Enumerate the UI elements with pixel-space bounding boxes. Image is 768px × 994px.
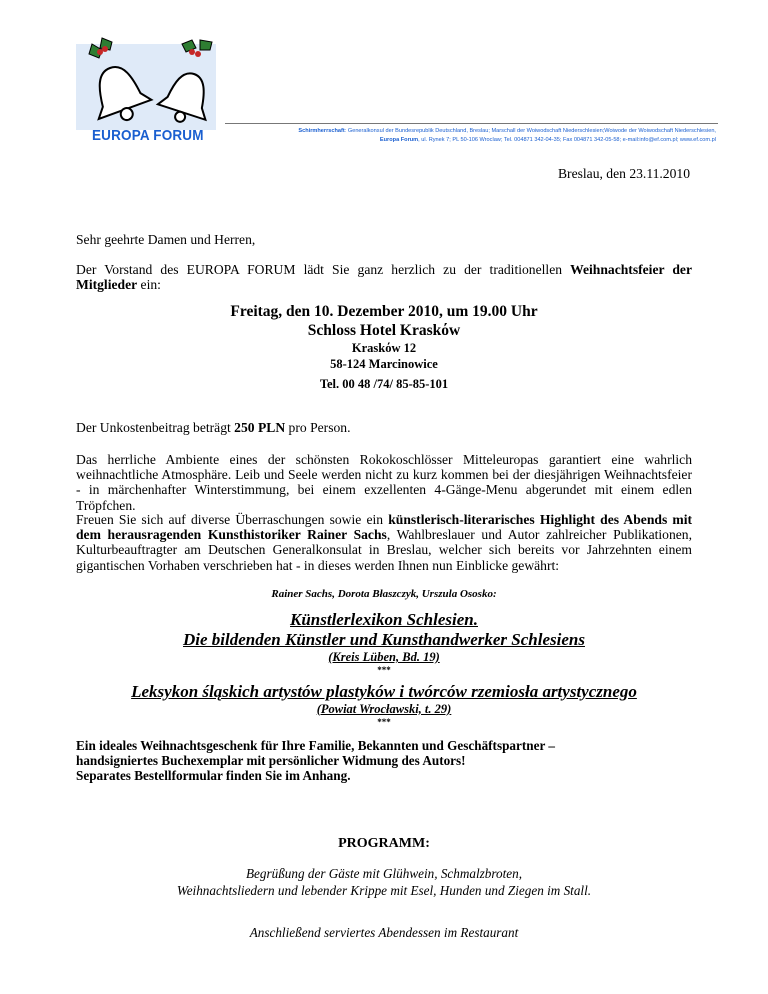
book2-title: Leksykon śląskich artystów plastyków i twórców rzemiosła artystycznego — [131, 682, 637, 701]
address-text: , ul. Rynek 7; PL 50-106 Wroclaw; Tel. 004871 342-04-35; Fax 004871 342-05-58; e-mail:info@ef.com.pl; www.ef.com.pl — [418, 136, 716, 143]
event-block — [76, 302, 692, 392]
bells-logo-icon — [62, 30, 242, 142]
patronage-line — [228, 127, 716, 136]
ambience-paragraph: Das herrliche Ambiente eines der schönsten Rokokoschlösser Mitteleuropas garantiert eine wahrlich weihnachtliche Atmosphäre. Leib und Seele werden nicht zu kurz kommen bei der diesjährigen Weihnachtsfeier - in märchenhafter Winterstimmung, bei einem exzellenten 4-Gänge-Menu abgerundet mit einem edlen Tröpfchen. — [76, 452, 692, 513]
fee-text: Der Unkostenbeitrag beträgt — [76, 420, 235, 435]
program-block — [76, 865, 692, 941]
patronage-block — [228, 127, 716, 144]
gift-line-1: Ein ideales Weihnachtsgeschenk für Ihre Familie, Bekannten und Geschäftspartner – — [76, 738, 555, 753]
program-item-3: Anschließend serviertes Abendessen im Restaurant — [249, 925, 519, 940]
patronage-text: : Generalkonsul der Bundesrepublik Deutschland, Breslau; Marschall der Woiwodschaft Niederschlesien;Woiwode der Woiwodschaft Niederschlesien, — [344, 128, 716, 134]
fee-line — [76, 420, 692, 435]
brand-name: EUROPA FORUM — [92, 127, 204, 144]
intro-bold: Weihnachtsfeier der Mitglieder — [76, 262, 692, 293]
separator-stars: *** — [377, 717, 391, 727]
event-city: 58-124 Marcinowice — [330, 357, 438, 371]
highlight-end: , Wahlbreslauer und Autor zahlreicher Publikationen, Kulturbeauftragter am Deutschen Generalkonsulat in Breslau, welcher sich bereits vor Jahrzehnten einem gigantischen Vorhaben verschrieben hat - in dieses werden Ihnen nun Einblicke gewährt: — [76, 527, 693, 573]
authors-text: Rainer Sachs, Dorota Błaszczyk, Urszula Ososko: — [271, 588, 497, 600]
highlight-text: Freuen Sie sich auf diverse Überraschungen sowie ein — [76, 512, 389, 527]
highlight-paragraph — [76, 512, 692, 573]
address-line — [228, 136, 716, 145]
fee-amount: 250 PLN — [234, 420, 286, 435]
address-org: Europa Forum — [379, 136, 419, 143]
salutation: Sehr geehrte Damen und Herren, — [76, 232, 256, 247]
letter-date: Breslau, den 23.11.2010 — [557, 166, 690, 181]
book1-subtitle: (Kreis Lüben, Bd. 19) — [328, 650, 440, 664]
event-venue: Schloss Hotel Kraskόw — [307, 322, 461, 339]
book1-title-1: Künstlerlexikon Schlesien. — [290, 610, 478, 629]
patronage-label: Schirmherrschaft — [298, 128, 345, 134]
event-street: Kraskόw 12 — [351, 341, 417, 355]
fee-end: pro Person. — [285, 420, 351, 435]
gift-line-2: handsigniertes Buchexemplar mit persönlicher Widmung des Autors! — [76, 753, 466, 769]
gift-block — [76, 738, 692, 784]
book1-block — [76, 610, 692, 675]
book2-subtitle: (Powiat Wrocławski, t. 29) — [316, 702, 452, 716]
event-date: Freitag, den 10. Dezember 2010, um 19.00 Uhr — [230, 303, 538, 320]
intro-text: Der Vorstand des EUROPA FORUM lädt Sie ganz herzlich zu der traditionellen — [76, 262, 571, 277]
event-phone: Tel. 00 48 /74/ 85-85-101 — [319, 377, 449, 391]
program-item-2: Weihnachtsliedern und lebender Krippe mit Esel, Hunden und Ziegen im Stall. — [176, 883, 592, 898]
intro-end: ein: — [137, 277, 161, 293]
separator-stars: *** — [377, 665, 391, 675]
book2-block — [76, 682, 692, 727]
book1-title-2: Die bildenden Künstler und Kunsthandwerker Schlesiens — [183, 630, 585, 649]
book-authors — [76, 584, 692, 602]
gift-line-3: Separates Bestellformular finden Sie im Anhang. — [76, 768, 351, 784]
intro-paragraph — [76, 262, 692, 292]
program-item-1: Begrüßung der Gäste mit Glühwein, Schmalzbroten, — [245, 866, 523, 881]
program-heading — [76, 834, 692, 852]
program-heading-text: PROGRAMM: — [338, 836, 430, 851]
header-rule — [225, 123, 718, 124]
highlight-bold: künstlerisch-literarisches Highlight des Abends mit dem herausragenden Kunsthistoriker Rainer Sachs — [76, 512, 693, 543]
